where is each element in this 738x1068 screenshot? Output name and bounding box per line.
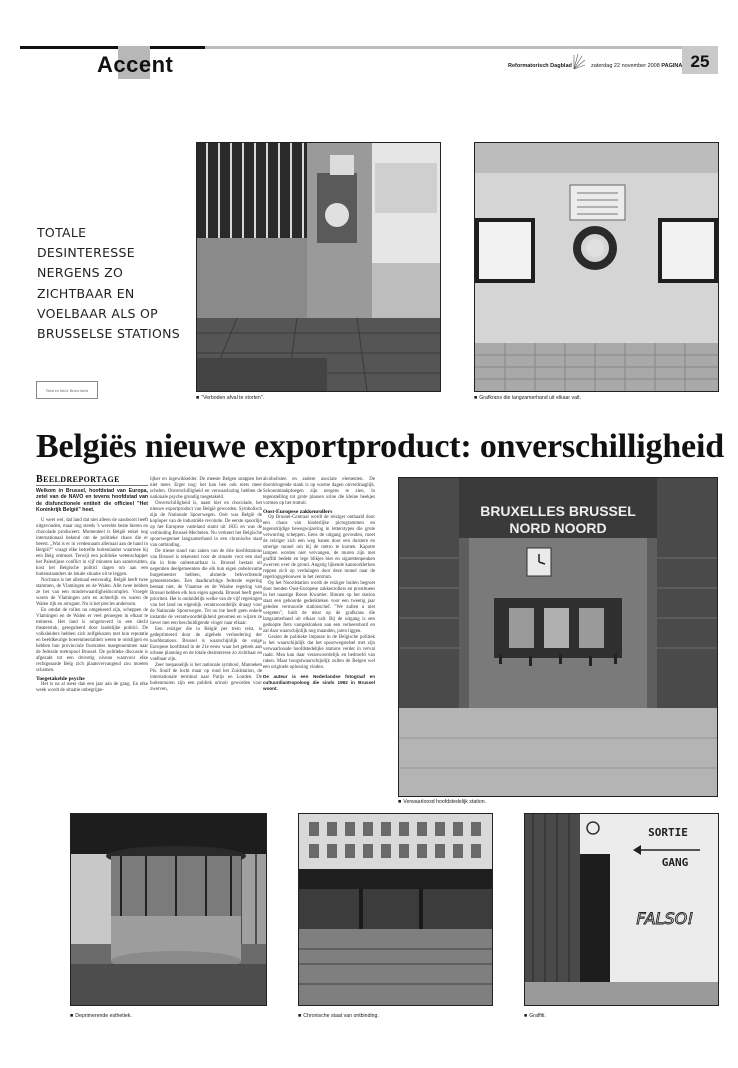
paragraph: Op Brussel-Centraal wordt de reiziger onthaald door een chaos van kinderlijke pictogrammen en tegenstrijdige bewegwijzering in letterstypes die grote verwarring scheppen. Eens de uitgang gevonden, moet de reiziger zich een weg banen door een duistere en smerige tunnel om bij de metro te komen. Kapotte lampen worden niet vervangen, de muren zijn met graffiti bedekt en lege blikjes bier en sigarettenpeuken zwerven over de grond. Angstig lijkende kantoorklerken reppen zich op verdulagen door deze tunnel naar de regeringsgebouwen in het centrum.: [263, 515, 375, 580]
page-number: 25: [690, 52, 710, 71]
paragraph: Op het Noordstation wordt de reiziger buiten begroet door benden Oost-Europese zakkenrollers en prostituees in het naastige Rosse Kwartier. Binnen op het station staat een geboorde gedenkteken voor een tweetig jaar geleden vermoorde stationschef. "We zullen u niet vergeten", luidt de tekst op de grafkrans die langzamerhand uit elkaar valt. Bij de uitgang is een gedoopte fiets vastgeklonken aan een verkeersbord en zal daar waarschijnlijk nog maanden, jaren liggen.: [263, 581, 375, 634]
photo-waste-bin: [196, 142, 441, 392]
paragraph: En omdat de rollen nu omgekeerd zijn, scheppen de Vlamingen en de Walen er veel genoegen in elkaar te treiteren. Het land is omgetoverd in een slecht theaterstuk, gereguleerd door landelijke politici. De volksleiders hebben zich zelfgekozen met hun reputatie en beeldkeurige boerenmentaliteit weten te ontstijgen en hebben hun provinciale frustraties maegenommen naar de federale metropool Brussel. De politieke discussie is afgezakt tot een drovetig niveau waarvoor elke rechtgeaarde Belg zich plaatsvervangend zou moeten schamen.: [36, 607, 148, 673]
subheading: Oost-Europese zakkenrollers: [263, 509, 333, 515]
graffiti-tag: FALSO!: [636, 909, 694, 928]
paragraph: Gezien de politieke impasse in de Belgische politiek is het waarschijnlijk dat het spoorwegstelsel met zijn verwaarloosde hoofdstedelijke stations verder in verval raakt. Mea kan daar veranwoordelijk en bedroefd van raken. Maar hoogstwaarschijnlijk zullen de Belgen wel een originele oplossing vinden.: [263, 635, 375, 670]
kicker-line: NERGENS ZO: [37, 265, 124, 281]
gang-sign: GANG: [661, 856, 689, 869]
caption-kiosk: ■ Deprimerende esthetiek.: [70, 1013, 132, 1019]
headline: Belgiës nieuwe exportproduct: onverschilligheid: [36, 428, 724, 465]
photo-kiosk: [70, 813, 267, 1006]
photo-platforms: [298, 813, 493, 1006]
article-intro: Welkom in Brussel, hoofdstad van Europa, zetel van de NAVO en tevens hoofdstad van de disfunctionele entiteit die officieel "Het Koninkrijk België" heet.: [36, 488, 148, 514]
kicker: [37, 223, 197, 344]
kicker-line: TOTALE: [37, 225, 87, 240]
newspaper-name: Reformatorisch Dagblad: [508, 63, 572, 69]
paragraph: Zeer toepasselijk is het nationale symbool, Manneken Pis. Snuif de lucht maar op rond het Zuidstation, de internationale terminal naar Parijs en Londen. De buitenmuren zijn een publiek urinoir geworden voor zwerven,: [150, 663, 262, 692]
kicker-line: VOELBAAR ALS OP: [37, 305, 159, 321]
author-note: De auteur is een Nederlandse fotograaf en cultuurdiantropoloog die sinds 1992 in Brussel woont.: [263, 674, 375, 691]
sunburst-icon: [572, 53, 586, 71]
paragraph: De trieste stand van zaken van de drie hoofdstations van Brussel is tekenend voor de situatie voor een stad die in feite onbestuurbaar is. Brussel bestaat uit negentien deelgemeenten die elk hun eigen onbelovame burgemeester hebben, alsmede bekvechtende gemeenteraden. Een daadkrachtige federale regering bestaat niet, de Vlaamse en de Waalse regering van Brussel hebben elk hun eigen agenda. Brussel heeft geen prioriteit. Het is onduidelijk welke van de vijf regeringen van het land nu eigenlijk verantwoordelijk draagt voor de Nationale Spoorwegen. Tot nu toe heeft geen enkele instantie de verantwoordelijkheid genomen en wijzen ze liever met een beschuldigende vinger naar elkaar.: [150, 549, 262, 626]
photo-graffiti: [524, 813, 719, 1006]
section-label: BEELDREPORTAGE: [36, 474, 120, 485]
station-sign-bottom: NORD NOORD: [509, 520, 607, 536]
kicker-line: ZICHTBAAR EN: [37, 285, 135, 301]
caption-graffiti: ■ Graffiti.: [524, 1013, 546, 1019]
paragraph: Nochtans is het allemaal eenvoudig. België heeft twee stammen, de Vlamingen en de Walen. Alle twee hebben ze het van een minderwaardigheidscomplex. Vroeger waren de Vlamingen arm en achterlijk en waren de Walen rijk en arrogant. Nu is het precies andersom.: [36, 577, 148, 607]
kicker-line: DESINTERESSE: [37, 245, 135, 261]
subheading: Toegetakelde psyche: [36, 675, 85, 682]
header-rule-grey: [205, 46, 710, 49]
paragraph: Een reiziger die in België per trein reist, is gedeprimeerd door de algehele verloedering der hoofdstations. Brussel is waarschijnlijk de enige Europese hoofdstad in de 21e eeuw waar het gebrek aan urbane planning en de totale desinteresse zo zichtbaar en voelbaar zijn.: [150, 627, 262, 662]
label-rule: [36, 485, 148, 486]
photo-station-nord: [398, 477, 718, 797]
article-column-1: [36, 474, 148, 694]
paragraph: lijker en ingewikkelder. De meeste Belgen snappen het niet meer. Erger nog: het kan hen ook niets meer schelen. Onverschilligheid en verwaarlozing hebben de nationale psyche grondig toegetakeld.: [150, 477, 262, 500]
paragraph: U weet wel, dat land dat niet alleen de sasoboort heeft uitgevonden, maar nog steeds 's werelds beste bieren en chocolade produceert. Momenteel is België enkel nog internationaal bekend om de politieke chaos die er heerst. „Wat is er in vredesnaam allemaal aan de hand in België?” vraagt elke betrefde buitenlander waarmee hij een Belg ontmoet. Terwijl een politieke wetenschapper het Palestijnse conflict in vijf minuten kan samenvatten, kost het Belgische politici dagen om aan een buitenstaanders de lokale situatie uit te leggen.: [36, 517, 148, 577]
article-column-2: [150, 477, 262, 693]
paragraph: Het is na al meer dan een jaar aan de gang. En elke week wordt de situatie onbegrijpe-: [36, 681, 148, 693]
caption-waste-bin: ■ "Verboden afval te storten".: [196, 395, 264, 401]
photo-wreath: [474, 142, 719, 392]
sortie-sign: SORTIE: [648, 826, 688, 839]
kicker-line: BRUSSELSE STATIONS: [37, 326, 180, 342]
paragraph: Onverschilligheid is, naast bier en chocolade, het nieuwe exportproduct van België geworden. Symbolisch zijn de Nationale Spoorwegen. Ooit was België de koploper van de industriële revolutie. De eerste spoorlijn op het Europese vasteland stamt uit 1835 en was de verbinding Brussel-Mechelen. Nu verkeert het Belgische spoorwegennet langzamerhand in een chronische staat van ontbinding.: [150, 501, 262, 548]
caption-wreath: ■ Grafkrans die langzamerhand uit elkaar valt.: [474, 395, 581, 401]
section-title: Accent: [97, 52, 174, 77]
caption-station: ■ Verwaarloosd hoofdstedelijk station.: [398, 799, 486, 805]
article-column-3: [263, 477, 375, 692]
station-sign-top: BRUXELLES BRUSSEL: [480, 503, 636, 519]
paragraph: alcoholisten en andere asociale elementen. De doordringende stank is op warme dagen onverdraaglijk. Schoonmaakploegen zijn nergens te zien, in tegenstelling tot grote plassen urine die kleine beekjes vormen op het trottoir.: [263, 477, 375, 506]
caption-platforms: ■ Chronische staat van ontbinding.: [298, 1013, 379, 1019]
issue-date: zaterdag 22 november 2008 PAGINA: [591, 63, 683, 69]
photo-credit-box: Tekst en foto's: Bruno Aerts: [36, 381, 98, 399]
